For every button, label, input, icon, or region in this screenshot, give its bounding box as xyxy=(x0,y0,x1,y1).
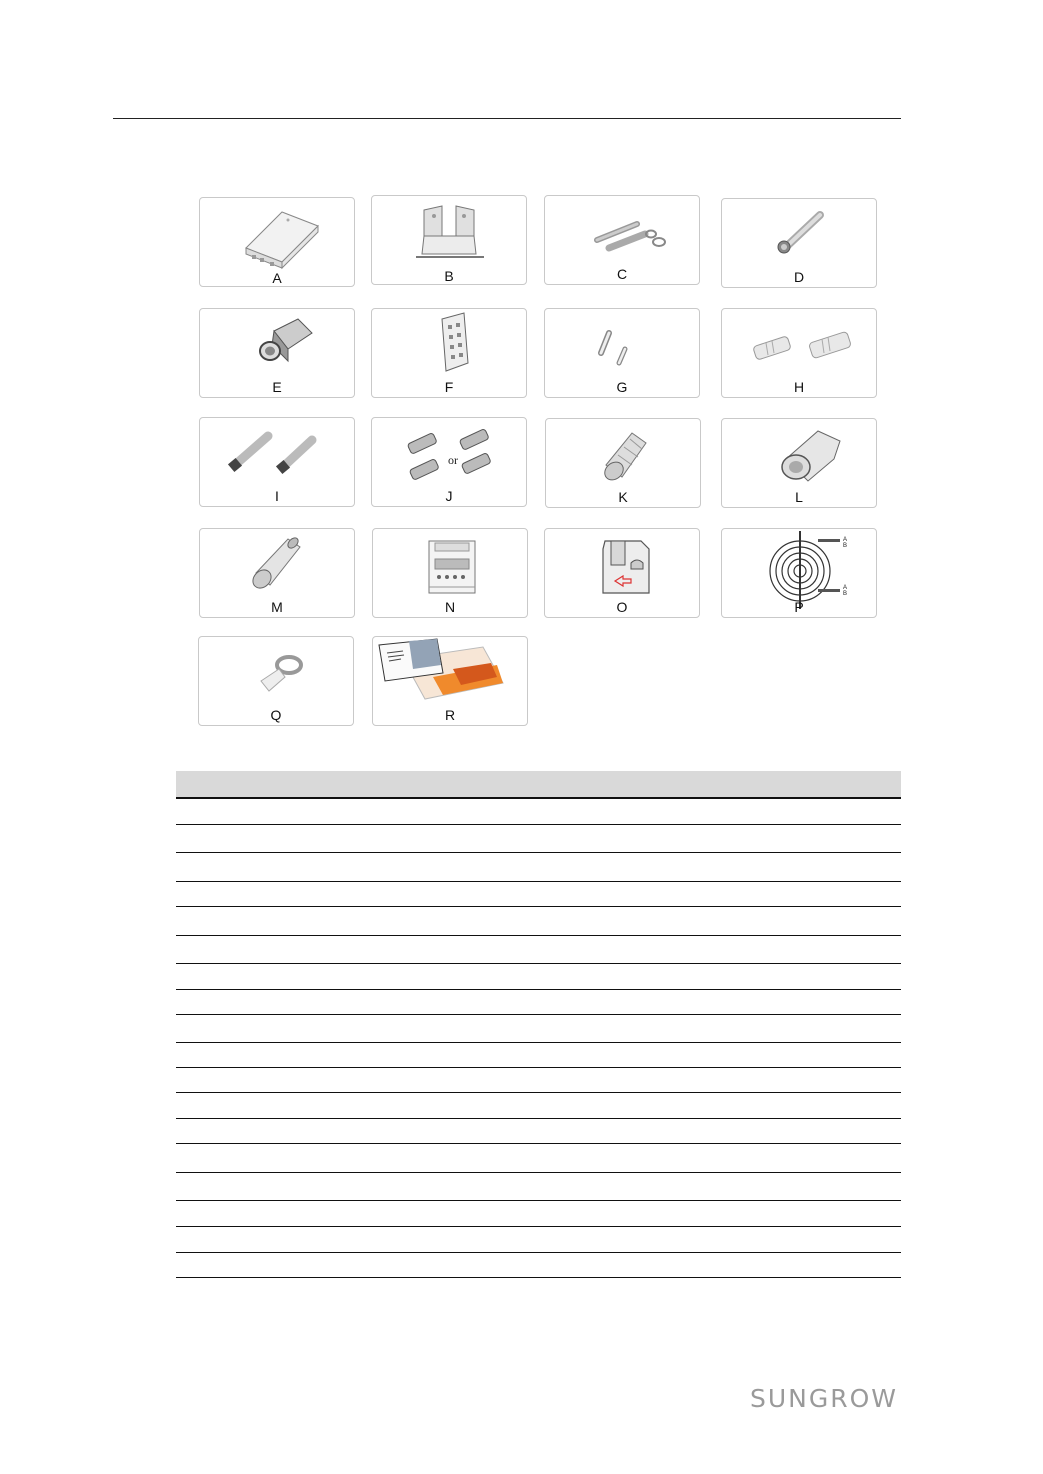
item-label: I xyxy=(275,488,279,504)
item-label: M xyxy=(271,599,283,615)
wire-mark-b1: B xyxy=(843,543,848,549)
item-label: E xyxy=(272,379,282,395)
item-card-d xyxy=(721,198,877,288)
item-card-i xyxy=(199,417,355,507)
item-label: K xyxy=(618,489,628,505)
item-card-a xyxy=(199,197,355,287)
table-header xyxy=(176,771,901,799)
wire-mark-a1: A xyxy=(843,537,848,543)
item-card-o xyxy=(544,528,700,618)
item-card-p xyxy=(721,528,877,618)
item-label: J xyxy=(445,488,453,504)
sungrow-logo: SUNGROW xyxy=(750,1384,899,1413)
item-card-f xyxy=(371,308,527,398)
table-row xyxy=(176,1118,901,1119)
item-card-q xyxy=(198,636,354,726)
item-label: Q xyxy=(270,707,282,723)
table-row xyxy=(176,1042,901,1043)
table-row xyxy=(176,852,901,853)
item-card-l xyxy=(721,418,877,508)
table-row xyxy=(176,1172,901,1173)
table-row xyxy=(176,906,901,907)
item-label: C xyxy=(616,266,628,282)
item-label: R xyxy=(444,707,456,723)
table-row xyxy=(176,963,901,964)
item-card-k xyxy=(545,418,701,508)
item-label: P xyxy=(794,599,804,615)
item-card-g xyxy=(544,308,700,398)
item-label: O xyxy=(616,599,628,615)
item-card-b xyxy=(371,195,527,285)
table-row xyxy=(176,1092,901,1093)
wire-mark-b2: B xyxy=(843,591,848,597)
table-row xyxy=(176,1014,901,1015)
item-label: B xyxy=(444,268,454,284)
item-label: A xyxy=(272,270,282,286)
table-row xyxy=(176,1226,901,1227)
table-row xyxy=(176,1200,901,1201)
item-card-c xyxy=(544,195,700,285)
item-label: D xyxy=(793,269,805,285)
item-card-m xyxy=(199,528,355,618)
table-row xyxy=(176,824,901,825)
table-row xyxy=(176,1252,901,1253)
or-text: or xyxy=(448,453,458,467)
item-label: H xyxy=(793,379,805,395)
table-row xyxy=(176,1067,901,1068)
item-card-h xyxy=(721,308,877,398)
table-row xyxy=(176,1277,901,1278)
item-card-j xyxy=(371,417,527,507)
item-label: F xyxy=(444,379,454,395)
table-row xyxy=(176,935,901,936)
item-label: N xyxy=(444,599,456,615)
item-label: L xyxy=(795,489,803,505)
wire-mark-a2: A xyxy=(843,585,848,591)
table-row xyxy=(176,881,901,882)
table-row xyxy=(176,989,901,990)
item-card-n xyxy=(372,528,528,618)
item-card-e xyxy=(199,308,355,398)
item-card-r xyxy=(372,636,528,726)
table-row xyxy=(176,1143,901,1144)
item-label: G xyxy=(616,379,628,395)
header-rule xyxy=(113,118,901,119)
